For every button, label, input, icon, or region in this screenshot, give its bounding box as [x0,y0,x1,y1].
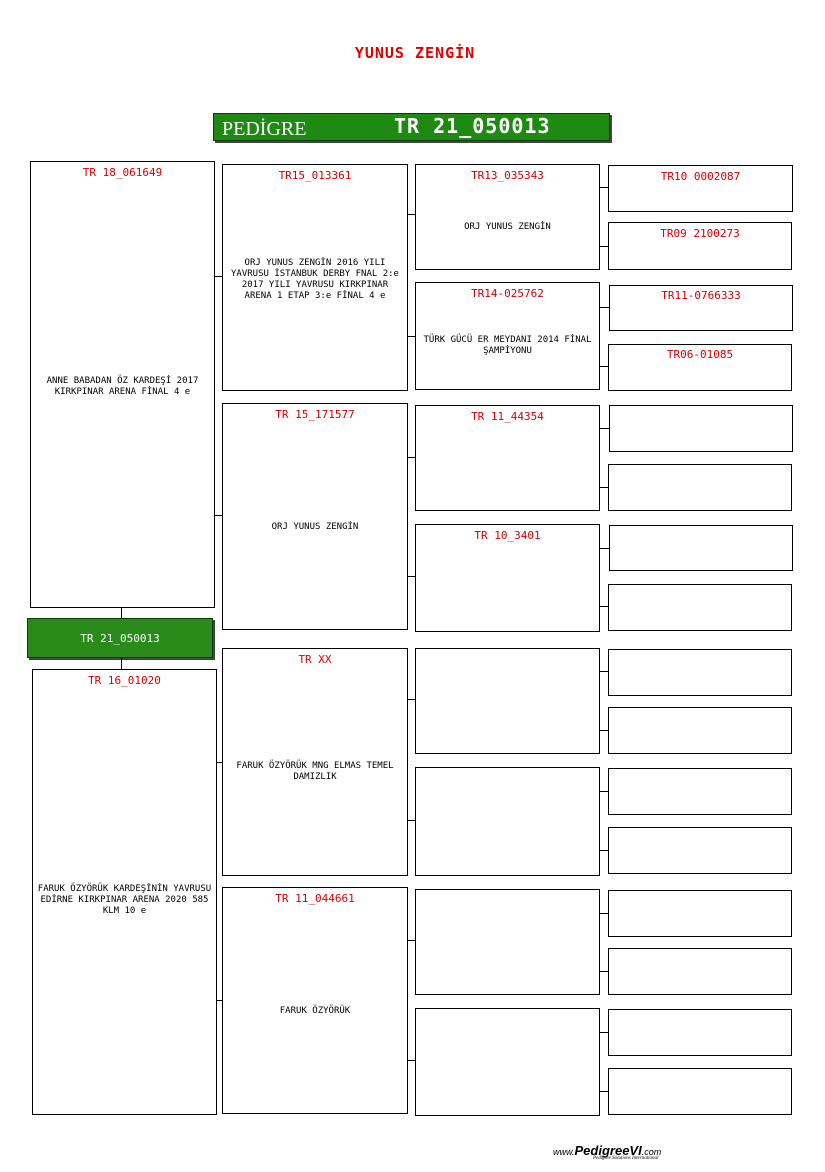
connector [600,366,608,367]
gen3-box-4 [415,524,600,632]
banner-label: PEDİGRE [222,118,307,140]
connector [408,940,415,941]
gen3-id-2: TR14-025762 [471,287,544,300]
sire-id: TR 18_061649 [82,166,163,179]
gen4-box-10 [608,707,792,754]
gen2-box-3 [222,648,408,876]
gen3-box-2 [415,282,600,390]
connector [600,1091,608,1092]
gen2-id-2: TR 15_171577 [275,408,355,421]
gen3-box-5 [415,648,600,754]
banner-ring-number: TR 21_050013 [394,114,551,138]
gen4-id-1: TR10 0002087 [660,170,741,183]
gen4-box-16 [608,1068,792,1115]
gen4-box-5 [609,405,793,452]
site-logo [553,1142,661,1160]
connector [600,606,608,607]
gen2-box-4 [222,887,408,1114]
gen4-box-6 [608,464,792,511]
gen4-box-3 [609,285,793,331]
gen3-id-1: TR13_035343 [471,169,544,182]
connector [600,307,609,308]
connector [600,187,608,188]
connector [600,971,608,972]
logo-prefix: www. [553,1147,575,1157]
connector [408,699,415,700]
gen4-box-2 [608,222,792,270]
logo-suffix: .com [641,1147,662,1157]
gen3-id-3: TR 11_44354 [471,410,544,423]
gen2-desc-3: FARUK ÖZYÖRÜK MNG ELMAS TEMEL DAMIZLIK [236,761,394,782]
gen4-box-11 [608,768,792,815]
sire-desc: ANNE BABADAN ÖZ KARDEŞİ 2017 KIRKPINAR ARENA FİNAL 4 e [46,376,199,397]
gen4-box-7 [609,525,793,571]
gen3-box-3 [415,405,600,511]
connector [600,548,609,549]
connector [600,246,608,247]
connector [408,336,415,337]
gen4-id-4: TR06-01085 [666,348,734,361]
gen4-box-9 [608,649,792,696]
gen4-id-2: TR09 2100273 [660,227,740,240]
connector [217,1000,222,1001]
gen3-box-1 [415,164,600,270]
gen3-box-8 [415,1008,600,1116]
gen4-id-3: TR11-0766333 [661,289,741,302]
gen4-box-1 [608,165,793,212]
subject-box [27,618,213,658]
gen3-id-4: TR 10_3401 [474,529,541,542]
gen3-desc-1: ORJ YUNUS ZENGİN [464,222,551,232]
gen4-box-14 [608,948,792,995]
connector [600,850,608,851]
connector [600,913,608,914]
gen4-box-4 [608,344,792,391]
connector [600,730,608,731]
logo-tagline: Pedigree Solutions International [593,1156,659,1161]
connector [121,658,122,669]
gen2-id-4: TR 11_044661 [275,892,355,905]
connector [600,1032,608,1033]
page-title: YUNUS ZENGİN [354,44,476,62]
gen3-desc-2: TÜRK GÜCÜ ER MEYDANI 2014 FİNAL ŞAMPİYONU [423,335,592,356]
gen2-desc-2: ORJ YUNUS ZENGİN [271,522,359,532]
gen2-id-1: TR15_013361 [278,169,352,182]
pedigree-banner [213,113,610,141]
subject-id: TR 21_050013 [80,632,160,645]
connector [600,671,608,672]
connector [217,762,222,763]
connector [408,457,415,458]
dam-desc: FARUK ÖZYÖRÜK KARDEŞİNİN YAVRUSU EDİRNE KIRKPINAR ARENA 2020 585 KLM 10 e [37,884,212,916]
gen4-box-8 [608,584,792,631]
connector [600,791,608,792]
connector [408,576,415,577]
sire-box [30,161,215,608]
gen2-desc-1: ORJ YUNUS ZENGİN 2016 YILI YAVRUSU İSTANBUK DERBY FNAL 2:e 2017 YILI YAVRUSU KIRKPINAR ARENA 1 ETAP 3:e FİNAL 4 e [231,258,399,301]
connector [600,487,608,488]
gen4-box-12 [608,827,792,874]
dam-box [32,669,217,1115]
gen3-box-7 [415,889,600,995]
gen2-box-1 [222,164,408,391]
connector [215,276,222,277]
connector [215,515,222,516]
gen4-box-15 [608,1009,792,1056]
dam-id: TR 16_01020 [88,674,161,687]
gen2-desc-4: FARUK ÖZYÖRÜK [279,1006,351,1016]
connector [408,1060,415,1061]
connector [408,214,415,215]
connector [600,428,609,429]
gen3-box-6 [415,767,600,876]
connector [121,607,122,618]
logo-brand: PedigreeVI [574,1143,642,1158]
gen2-id-3: TR XX [298,653,332,666]
gen2-box-2 [222,403,408,630]
connector [408,820,415,821]
gen4-box-13 [608,890,792,937]
